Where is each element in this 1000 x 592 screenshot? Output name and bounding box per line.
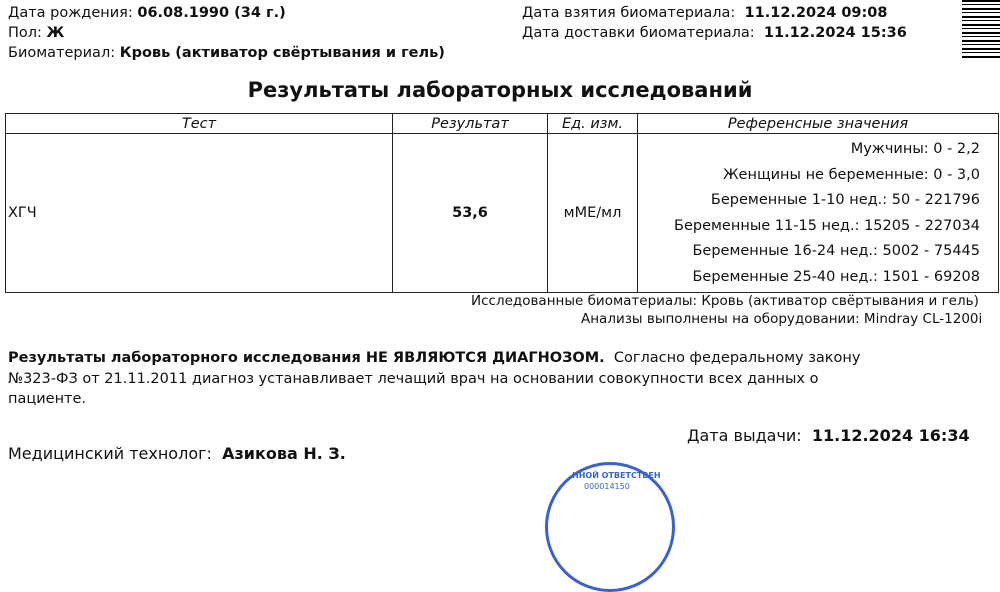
page-title: Результаты лабораторных исследований (247, 78, 753, 102)
taken-label: Дата взятия биоматериала: (522, 5, 736, 21)
sex-value: Ж (46, 25, 65, 41)
reference-values (638, 134, 999, 293)
dob-label: Дата рождения: (8, 5, 133, 21)
biomaterial-label: Биоматериал: (8, 45, 116, 61)
issue-date-label: Дата выдачи: (687, 426, 802, 445)
stamp-number: 000014150 (584, 482, 630, 491)
delivered-line (522, 25, 907, 41)
taken-value: 11.12.2024 09:08 (744, 5, 888, 21)
reference-line: Мужчины: 0 - 2,2 (850, 141, 980, 157)
col-reference: Референсные значения (638, 114, 999, 134)
disclaimer-text: Согласно федеральному закону (613, 350, 861, 366)
biomaterial-value: Кровь (активатор свёртывания и гель) (119, 45, 445, 61)
reference-line: Беременные 16-24 нед.: 5002 - 75445 (692, 243, 980, 259)
biomaterials-note: Исследованные биоматериалы: Кровь (активатор свёртывания и гель) (471, 293, 979, 309)
sex-line (8, 25, 64, 41)
stamp-text: ННОЙ ОТВЕТСТВЕН (572, 471, 661, 480)
issue-date-value: 11.12.2024 16:34 (811, 426, 970, 445)
barcode (962, 0, 1000, 60)
equipment-note: Анализы выполнены на оборудовании: Mindray CL-1200i (581, 311, 983, 327)
reference-line: Беременные 1-10 нед.: 50 - 221796 (710, 192, 980, 208)
issue-date (687, 426, 970, 445)
table-row (6, 134, 999, 293)
test-unit: мМЕ/мл (548, 134, 638, 293)
technologist-name: Азикова Н. З. (222, 444, 346, 463)
col-unit: Ед. изм. (548, 114, 638, 134)
technologist (8, 444, 346, 463)
test-result: 53,6 (393, 134, 548, 293)
technologist-label: Медицинский технолог: (8, 444, 212, 463)
reference-line: Беременные 25-40 нед.: 1501 - 69208 (692, 268, 980, 285)
dob-value: 06.08.1990 (34 г.) (137, 5, 286, 21)
biomaterial-line (8, 45, 445, 61)
col-test: Тест (6, 114, 393, 134)
delivered-value: 11.12.2024 15:36 (763, 25, 907, 41)
sex-label: Пол: (8, 25, 42, 41)
taken-line (522, 5, 887, 21)
delivered-label: Дата доставки биоматериала: (522, 25, 755, 41)
seal-stamp (545, 462, 675, 592)
disclaimer-line1 (8, 350, 861, 366)
reference-line: Беременные 11-15 нед.: 15205 - 227034 (674, 217, 980, 234)
disclaimer-line2: №323-ФЗ от 21.11.2011 диагноз устанавливает лечащий врач на основании совокупности всех данных о (8, 371, 819, 387)
results-table (5, 113, 999, 293)
reference-line: Женщины не беременные: 0 - 3,0 (722, 166, 980, 183)
disclaimer-bold: Результаты лабораторного исследования НЕ ЯВЛЯЮТСЯ ДИАГНОЗОМ. (8, 350, 605, 366)
disclaimer-line3: пациенте. (8, 391, 87, 407)
table-header (6, 114, 999, 134)
test-name: ХГЧ (6, 134, 393, 293)
col-result: Результат (393, 114, 548, 134)
dob-line (8, 5, 286, 21)
